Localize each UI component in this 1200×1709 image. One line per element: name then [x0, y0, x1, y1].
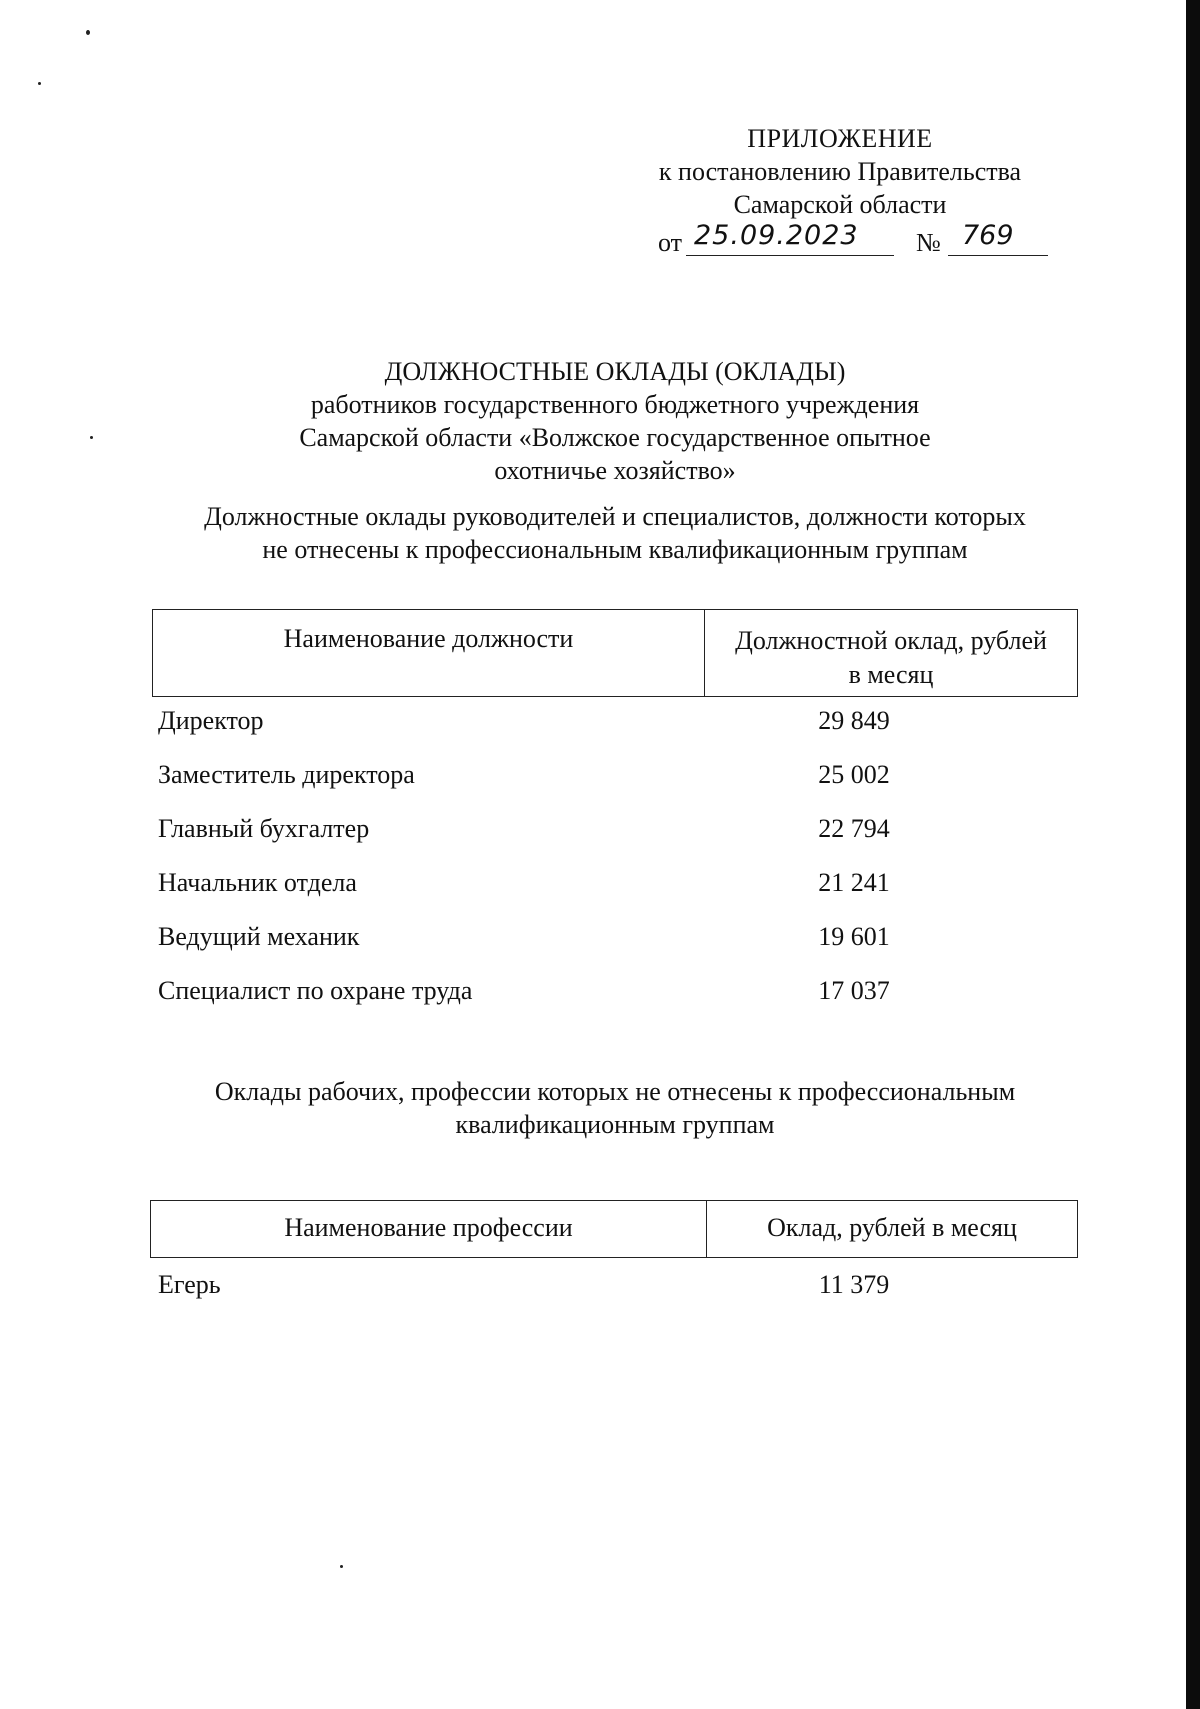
- section2-title-line: квалификационным группам: [455, 1110, 775, 1139]
- col-position-name: Наименование должности: [153, 610, 705, 696]
- appendix-title: ПРИЛОЖЕНИЕ: [747, 124, 933, 153]
- date-prefix: от: [658, 228, 683, 257]
- scan-speck: [90, 436, 93, 439]
- position-name: Главный бухгалтер: [158, 814, 370, 843]
- section2-table-body: [158, 1270, 1078, 1324]
- section1-title-line: Должностные оклады руководителей и специалистов, должности которых: [204, 502, 1026, 531]
- section2-table-header: [150, 1200, 1078, 1258]
- wage-value: 11 379: [818, 1270, 890, 1299]
- heading-line: охотничье хозяйство»: [494, 456, 736, 485]
- col-salary-line: Должностной оклад, рублей: [735, 626, 1047, 655]
- position-name: Ведущий механик: [158, 922, 360, 951]
- heading-line: работников государственного бюджетного учреждения: [310, 390, 920, 419]
- table-row: [158, 868, 1078, 922]
- scan-edge: [1186, 0, 1200, 1709]
- table-row: [158, 1270, 1078, 1324]
- salary-value: 17 037: [818, 976, 890, 1005]
- position-name: Начальник отдела: [158, 868, 357, 897]
- section1-title-line: не отнесены к профессиональным квалификационным группам: [262, 535, 968, 564]
- position-name: Директор: [158, 706, 264, 735]
- section1-table-body: [158, 706, 1078, 1030]
- col-salary-line: в месяц: [848, 660, 934, 689]
- table-row: [158, 706, 1078, 760]
- col-profession-name: Наименование профессии: [151, 1201, 707, 1257]
- decree-number: 769: [948, 220, 1048, 256]
- salary-value: 19 601: [818, 922, 890, 951]
- heading-title: ДОЛЖНОСТНЫЕ ОКЛАДЫ (ОКЛАДЫ): [384, 357, 846, 386]
- salary-value: 29 849: [818, 706, 890, 735]
- decree-date-line: [658, 222, 1058, 262]
- col-salary: [705, 610, 1077, 696]
- scan-speck: [340, 1565, 343, 1568]
- number-prefix: №: [916, 228, 941, 257]
- table-row: [158, 814, 1078, 868]
- table-row: [158, 760, 1078, 814]
- scan-speck: [86, 30, 90, 35]
- appendix-header: [620, 122, 1060, 221]
- document-heading: [150, 355, 1080, 487]
- salary-value: 21 241: [818, 868, 890, 897]
- decree-date: 25.09.2023: [686, 220, 894, 256]
- heading-line: Самарской области «Волжское государственное опытное: [299, 423, 931, 452]
- section1-table-header: [152, 609, 1078, 697]
- table-row: [158, 976, 1078, 1030]
- appendix-line: Самарской области: [733, 190, 947, 219]
- position-name: Заместитель директора: [158, 760, 415, 789]
- section2-title: [150, 1075, 1080, 1141]
- col-wage: Оклад, рублей в месяц: [767, 1213, 1017, 1242]
- section2-title-line: Оклады рабочих, профессии которых не отнесены к профессиональным: [214, 1077, 1016, 1106]
- profession-name: Егерь: [158, 1270, 221, 1299]
- position-name: Специалист по охране труда: [158, 976, 473, 1005]
- salary-value: 22 794: [818, 814, 890, 843]
- scan-speck: [38, 82, 41, 85]
- table-row: [158, 922, 1078, 976]
- salary-value: 25 002: [818, 760, 890, 789]
- section1-title: [150, 500, 1080, 566]
- appendix-line: к постановлению Правительства: [658, 157, 1022, 186]
